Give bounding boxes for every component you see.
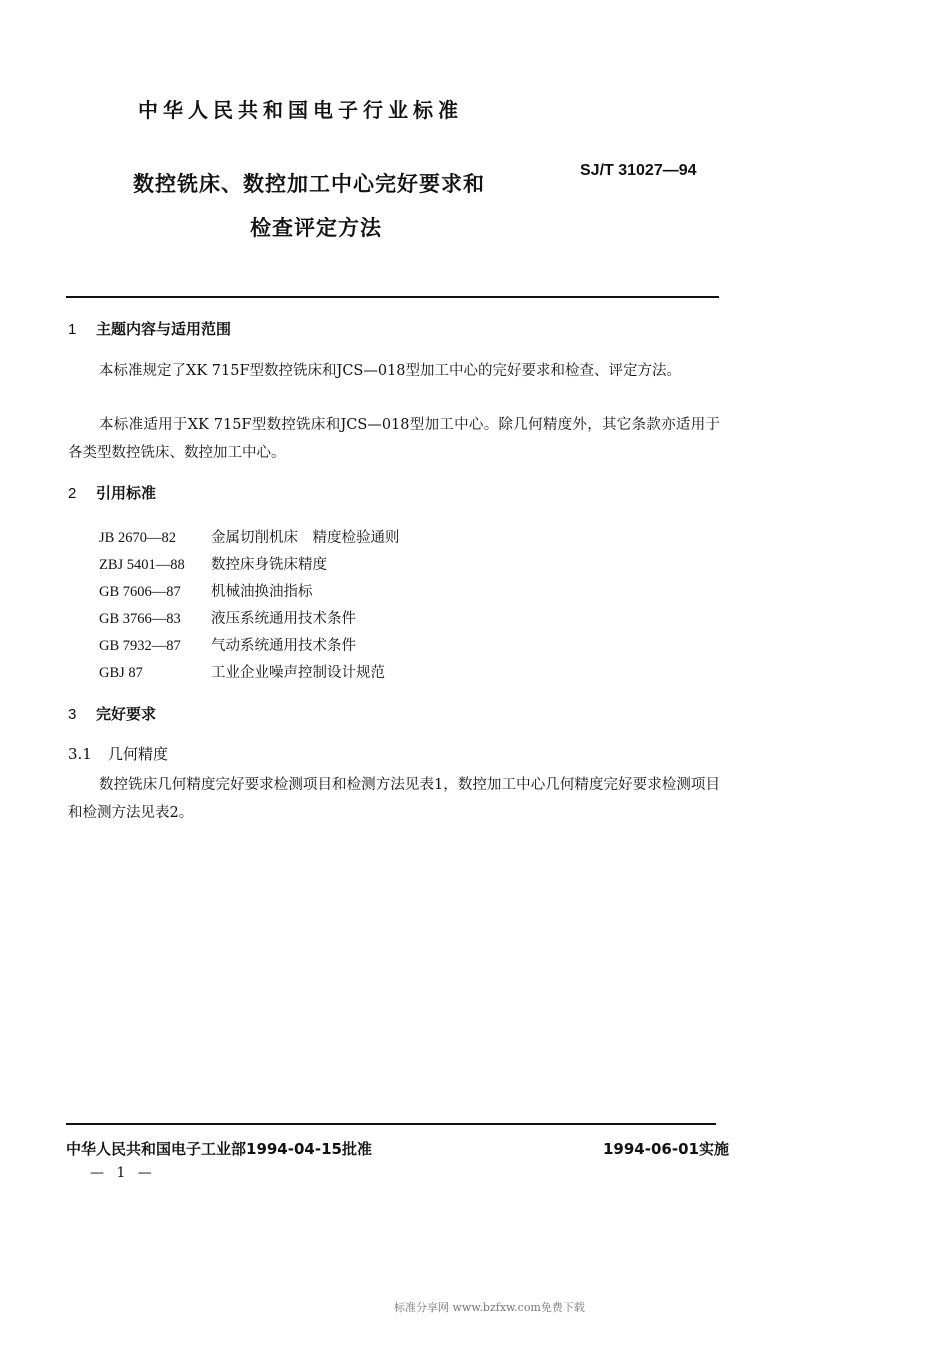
document-title-line-1: 数控铣床、数控加工中心完好要求和: [133, 172, 485, 196]
subsection-3-1-paragraph: 数控铣床几何精度完好要求检测项目和检测方法见表1，数控加工中心几何精度完好要求检测项目和检测方法见表2。: [68, 777, 720, 821]
standard-category: 中华人民共和国电子行业标准: [138, 98, 463, 122]
watermark-text: 标准分享网 www.bzfxw.com免费下载: [394, 1301, 585, 1314]
reference-name: 工业企业噪声控制设计规范: [211, 665, 385, 681]
subsection-3-1-heading: [68, 743, 168, 764]
reference-row: [99, 553, 327, 574]
reference-code: GB 7932—87: [99, 638, 181, 654]
standard-code: SJ/T 31027—94: [580, 162, 697, 179]
reference-name: 机械油换油指标: [211, 584, 313, 600]
document-title-line-2: 检查评定方法: [250, 216, 382, 240]
reference-code: GB 7606—87: [99, 584, 181, 600]
reference-row: [99, 526, 400, 547]
subsection-3-1-number: 3.1: [68, 745, 92, 763]
reference-code: GB 3766—83: [99, 611, 181, 627]
header-divider: [66, 296, 719, 298]
reference-code: ZBJ 5401—88: [99, 557, 185, 573]
reference-code: JB 2670—82: [99, 530, 176, 546]
section-1-paragraph-1: 本标准规定了XK 715F型数控铣床和JCS—018型加工中心的完好要求和检查、评定方法。: [99, 363, 682, 379]
section-2-title: 引用标准: [96, 484, 157, 502]
subsection-3-1-title: 几何精度: [108, 745, 169, 763]
section-1-paragraph-2: 本标准适用于XK 715F型数控铣床和JCS—018型加工中心。除几何精度外，其它条款亦适用于各类型数控铣床、数控加工中心。: [68, 417, 720, 461]
reference-row: [99, 580, 313, 601]
reference-row: [99, 607, 356, 628]
footer-divider: [66, 1123, 716, 1125]
page-number: — 1 —: [90, 1165, 156, 1181]
approval-line: 中华人民共和国电子工业部1994-04-15批准: [66, 1140, 372, 1158]
reference-code: GBJ 87: [99, 665, 143, 681]
section-3-heading: [68, 703, 156, 724]
reference-name: 液压系统通用技术条件: [211, 611, 356, 627]
reference-name: 数控床身铣床精度: [211, 557, 327, 573]
reference-name: 气动系统通用技术条件: [211, 638, 356, 654]
reference-name: 金属切削机床 精度检验通则: [211, 530, 400, 546]
section-1-number: 1: [68, 321, 77, 338]
section-3-number: 3: [68, 706, 77, 723]
section-1-heading: [68, 318, 231, 339]
section-2-number: 2: [68, 485, 77, 502]
section-2-heading: [68, 482, 156, 503]
reference-row: [99, 661, 385, 682]
section-1-title: 主题内容与适用范围: [96, 320, 232, 338]
implementation-date: 1994-06-01实施: [603, 1140, 729, 1158]
section-3-title: 完好要求: [96, 705, 157, 723]
reference-row: [99, 634, 356, 655]
